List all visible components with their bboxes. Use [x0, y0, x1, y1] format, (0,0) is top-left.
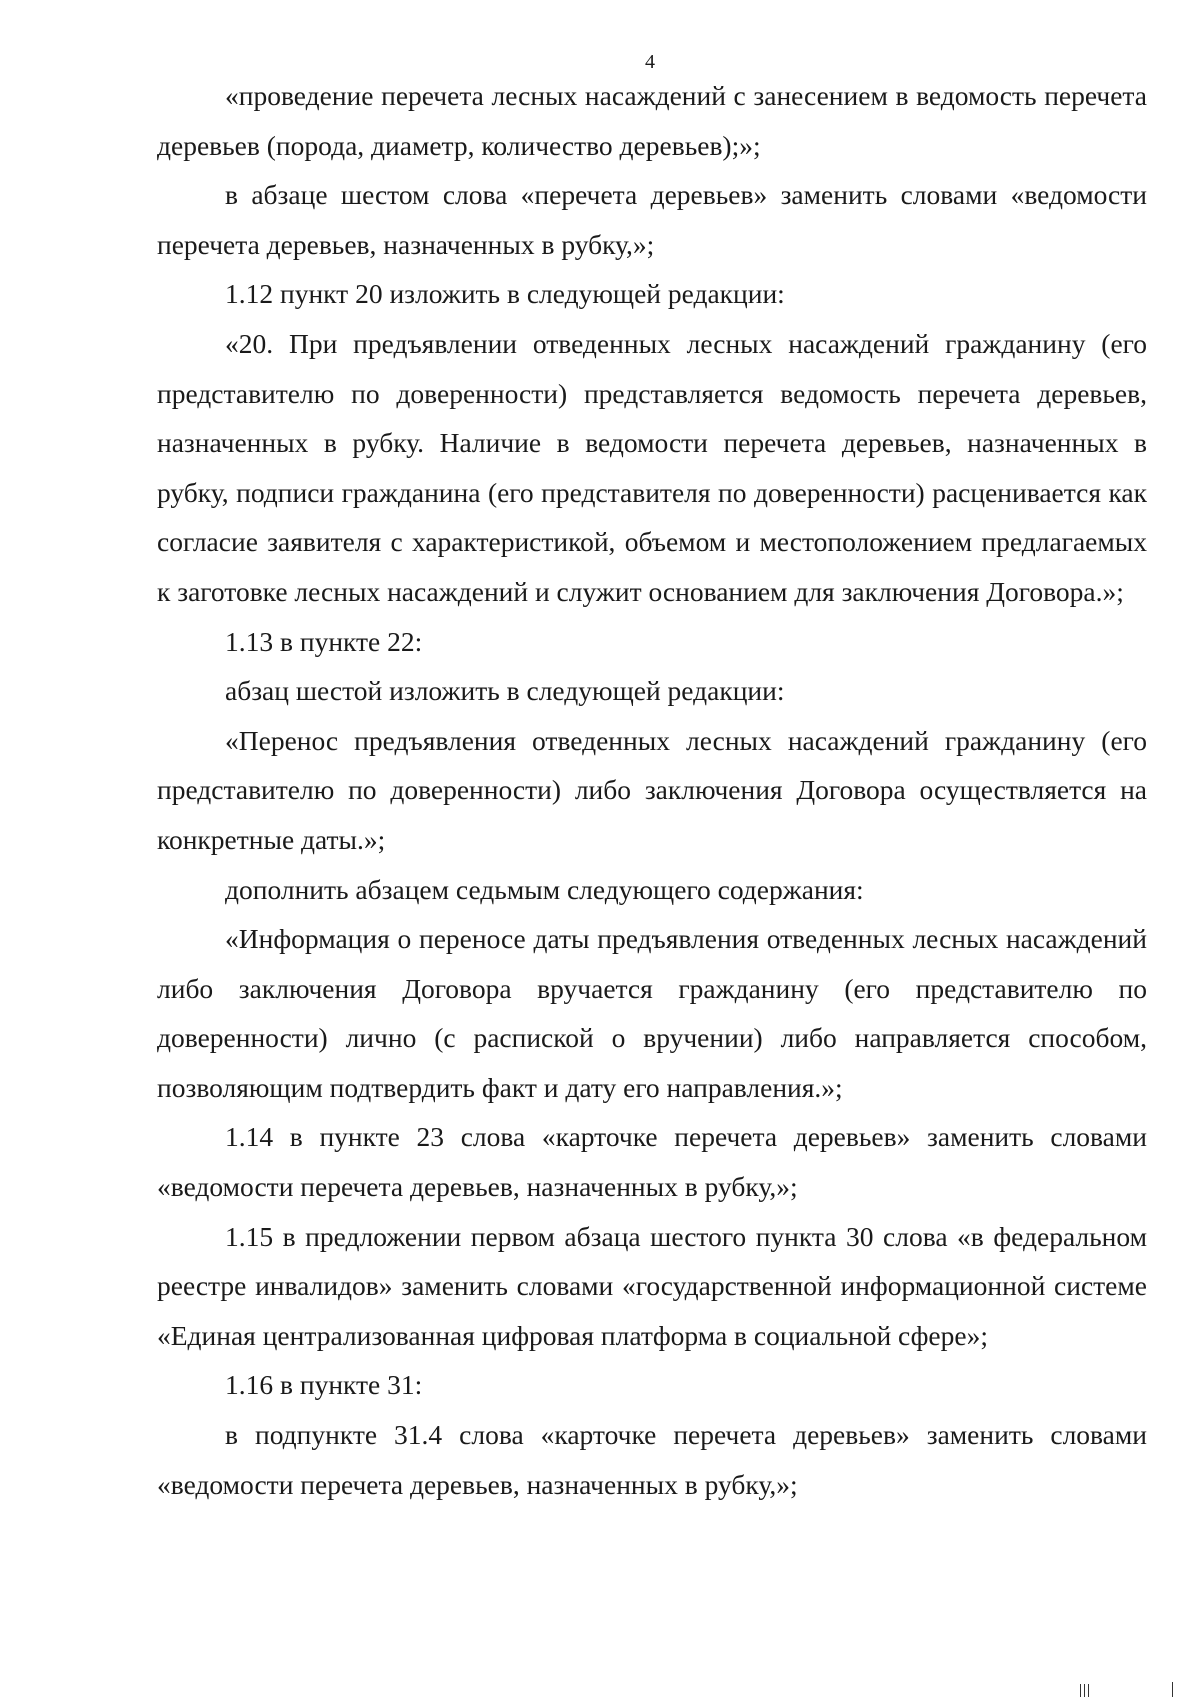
scan-artifact [1084, 1684, 1085, 1697]
paragraph: дополнить абзацем седьмым следующего содержания: [225, 873, 864, 905]
paragraph: «Информация о переносе даты предъявления отведенных лесных насаждений либо заключения Договора вручается гражданину (его представителю по доверенности) лично (с распиской о вручении) либо направляется способом, позволяющим подтвердить факт и дату его направления.»; [157, 923, 1147, 1103]
scan-artifact [1088, 1684, 1089, 1697]
document-body [157, 71, 1147, 1509]
scan-artifact [1080, 1684, 1081, 1697]
paragraph: «Перенос предъявления отведенных лесных насаждений гражданину (его представителю по доверенности) либо заключения Договора осуществляется на конкретные даты.»; [157, 724, 1147, 855]
paragraph: 1.14 в пункте 23 слова «карточке перечета деревьев» заменить словами «ведомости перечета деревьев, назначенных в рубку,»; [157, 1121, 1147, 1203]
paragraph: «20. При предъявлении отведенных лесных насаждений гражданину (его представителю по доверенности) представляется ведомость перечета деревьев, назначенных в рубку. Наличие в ведомости перечета деревьев, назначенных в рубку, подписи гражданина (его представителя по доверенности) расценивается как согласие заявителя с характеристикой, объемом и местоположением предлагаемых к заготовке лесных насаждений и служит основанием для заключения Договора.»; [157, 327, 1147, 607]
paragraph: «проведение перечета лесных насаждений с занесением в ведомость перечета деревьев (порода, диаметр, количество деревьев);»; [157, 80, 1147, 161]
paragraph: в абзаце шестом слова «перечета деревьев» заменить словами «ведомости перечета деревьев, назначенных в рубку,»; [157, 179, 1147, 260]
paragraph: 1.13 в пункте 22: [225, 625, 423, 657]
scan-artifact [1172, 1682, 1173, 1697]
paragraph: 1.16 в пункте 31: [225, 1369, 423, 1401]
paragraph: абзац шестой изложить в следующей редакции: [225, 675, 785, 707]
paragraph: в подпункте 31.4 слова «карточке перечета деревьев» заменить словами «ведомости перечета деревьев, назначенных в рубку,»; [157, 1419, 1147, 1500]
page-number: 4 [645, 51, 655, 73]
paragraph: 1.15 в предложении первом абзаца шестого пункта 30 слова «в федеральном реестре инвалидов» заменить словами «государственной информационной системе «Единая централизованная цифровая платформа в социальной сфере»; [157, 1220, 1147, 1351]
paragraph: 1.12 пункт 20 изложить в следующей редакции: [225, 278, 785, 310]
